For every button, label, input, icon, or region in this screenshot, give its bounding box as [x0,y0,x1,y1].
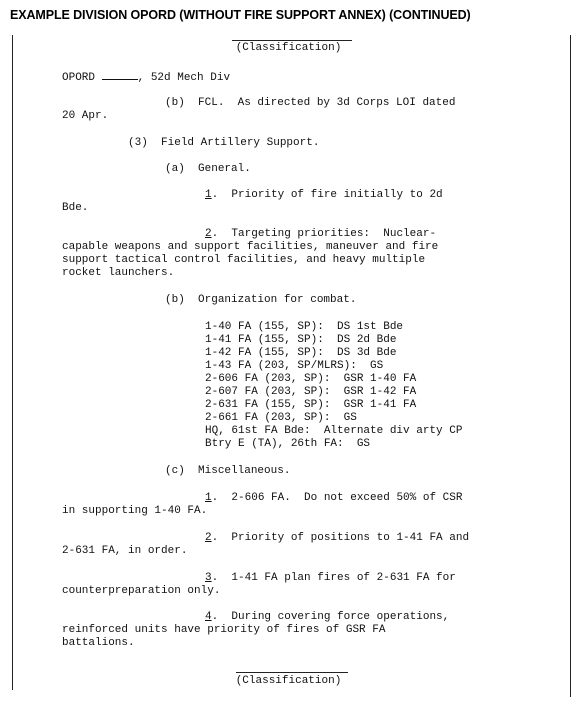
classification-bottom-line [236,672,348,673]
misc-title: Miscellaneous. [198,465,291,477]
opord-line [62,70,230,85]
misc-item-4-line-2: reinforced units have priority of fires of GSR FA [62,624,386,636]
right-border-rule [570,35,571,697]
classification-bottom: (Classification) [235,675,342,687]
fcl-text-1: FCL. As directed by 3d Corps LOI dated [198,97,456,109]
opord-suffix: , 52d Mech Div [137,72,231,84]
general-item-2-line-1 [205,228,436,241]
general-item-1-text: . Priority of fire initially to 2d [211,189,443,201]
para3-title: Field Artillery Support. [161,137,320,149]
misc-item-4-number: 4 [205,611,212,623]
org-unit: 1-43 FA (203, SP/MLRS): GS [205,360,384,372]
misc-item-1-line-1 [205,492,462,505]
org-unit: 2-631 FA (155, SP): GSR 1-41 FA [205,399,417,411]
general-item-2-line-3: support tactical control facilities, and heavy multiple [62,254,426,266]
misc-item-4-line-1 [205,611,449,624]
org-unit: 2-607 FA (203, SP): GSR 1-42 FA [205,386,417,398]
misc-item-3-line-1 [205,572,456,585]
misc-label: (c) [165,465,185,477]
misc-item-4-line-3: battalions. [62,637,135,649]
misc-item-3-text: . 1-41 FA plan fires of 2-631 FA for [211,572,456,584]
misc-item-3-number: 3 [205,572,212,584]
general-item-2-line-4: rocket launchers. [62,267,175,279]
general-title: General. [198,163,251,175]
general-heading [165,163,251,176]
misc-item-2-text: . Priority of positions to 1-41 FA and [211,532,470,544]
general-label: (a) [165,163,185,175]
org-unit: 1-41 FA (155, SP): DS 2d Bde [205,334,397,346]
opord-number-blank [102,70,138,80]
org-unit: 2-661 FA (203, SP): GS [205,412,357,424]
fcl-label: (b) [165,97,185,109]
fcl-line-2: 20 Apr. [62,110,109,122]
general-item-2-number: 2 [205,228,212,240]
opord-prefix: OPORD [62,72,96,84]
general-item-2-text: . Targeting priorities: Nuclear- [211,228,437,240]
classification-top: (Classification) [235,42,342,54]
org-unit: 2-606 FA (203, SP): GSR 1-40 FA [205,373,417,385]
misc-heading [165,465,290,478]
para3-label: (3) [128,137,148,149]
page-heading: EXAMPLE DIVISION OPORD (WITHOUT FIRE SUPPORT ANNEX) (CONTINUED) [10,8,471,22]
org-unit: 1-40 FA (155, SP): DS 1st Bde [205,321,404,333]
org-unit: HQ, 61st FA Bde: Alternate div arty CP [205,425,463,437]
left-border-rule [12,35,13,690]
fcl-line-1 [165,97,455,110]
para3-heading [128,137,319,150]
general-item-2-line-2: capable weapons and support facilities, maneuver and fire [62,241,439,253]
misc-item-4-text: . During covering force operations, [211,611,450,623]
misc-item-3-line-2: counterpreparation only. [62,585,221,597]
general-item-1-line-1 [205,189,443,202]
misc-item-1-text: . 2-606 FA. Do not exceed 50% of CSR [211,492,463,504]
general-item-1-line-2: Bde. [62,202,89,214]
misc-item-2-number: 2 [205,532,212,544]
org-heading [165,294,356,307]
misc-item-1-number: 1 [205,492,212,504]
misc-item-2-line-1 [205,532,469,545]
misc-item-1-line-2: in supporting 1-40 FA. [62,505,208,517]
org-label: (b) [165,294,185,306]
classification-top-line [232,40,352,41]
org-title: Organization for combat. [198,294,357,306]
misc-item-2-line-2: 2-631 FA, in order. [62,545,188,557]
org-unit: 1-42 FA (155, SP): DS 3d Bde [205,347,397,359]
general-item-1-number: 1 [205,189,212,201]
org-unit: Btry E (TA), 26th FA: GS [205,438,371,450]
